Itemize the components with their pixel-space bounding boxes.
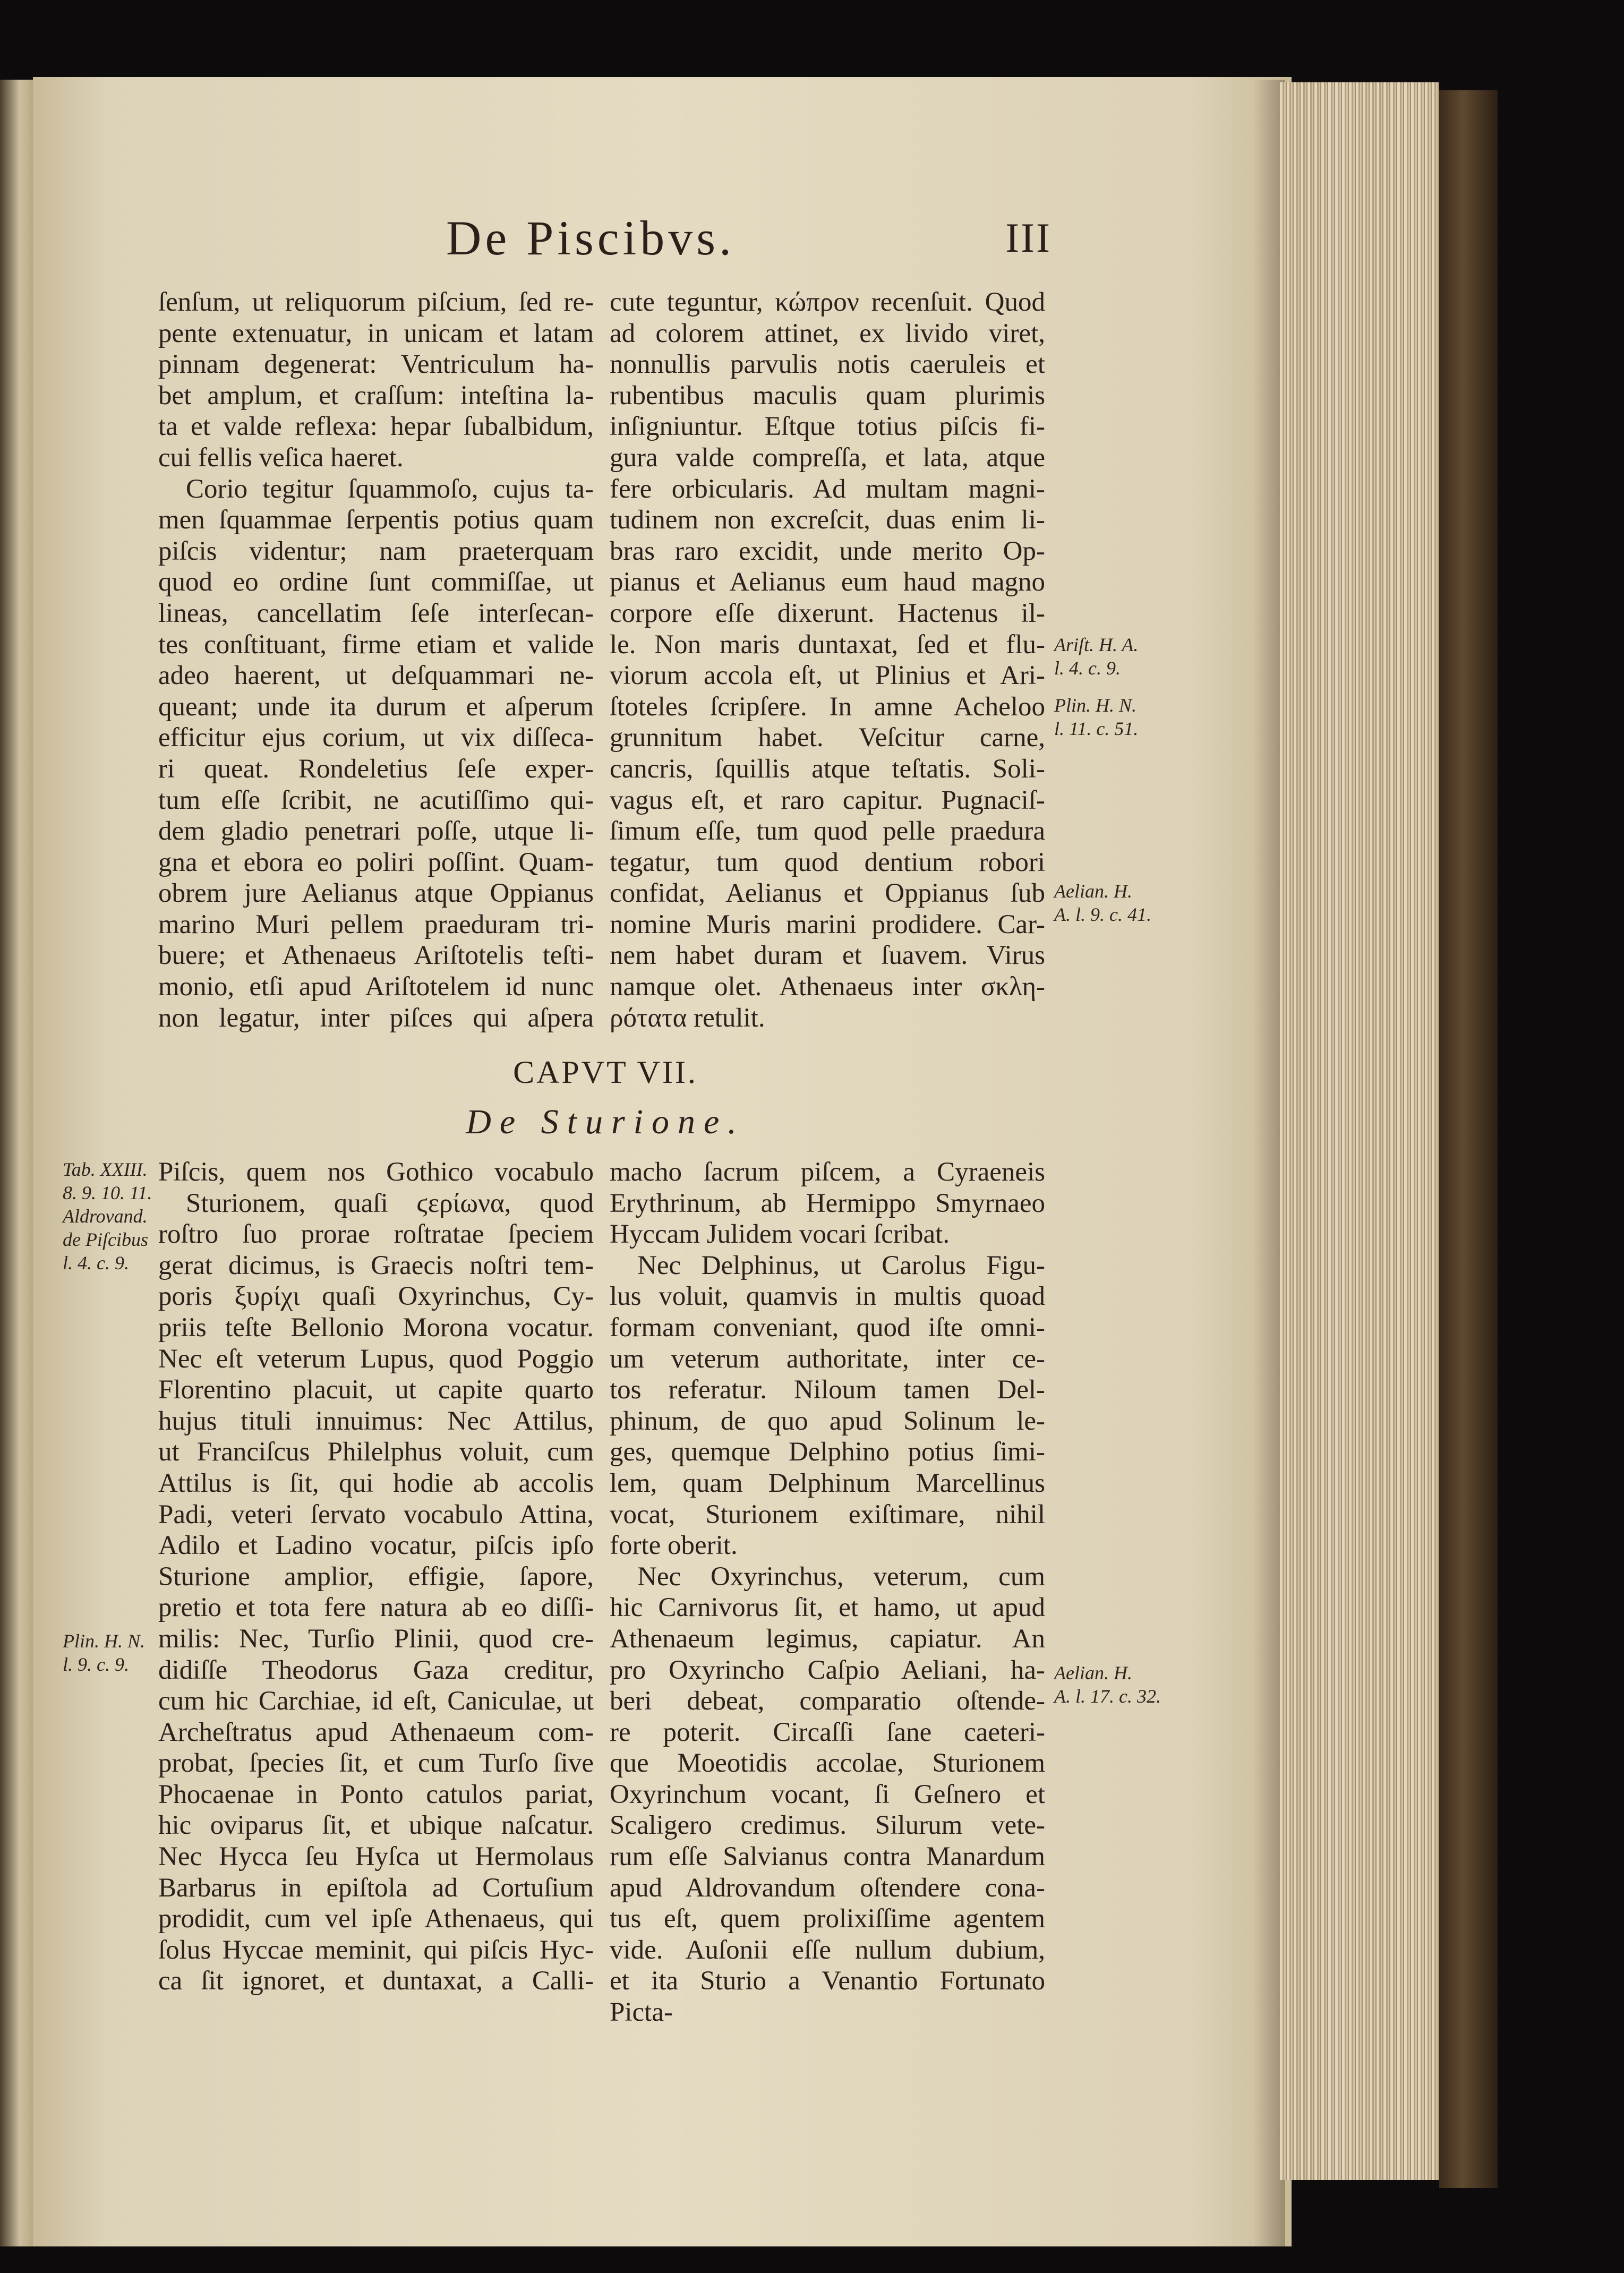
text-line: apud Aldrovandum oſtendere cona- — [610, 1873, 1045, 1903]
text-line: Archeſtratus apud Athenaeum com- — [158, 1717, 594, 1747]
text-line: vide. Auſonii eſſe nullum dubium, — [610, 1935, 1045, 1965]
text-line: Scaligero credimus. Silurum vete- — [610, 1810, 1045, 1841]
column-2-top — [610, 287, 1045, 1033]
text-line: Padi, veteri ſervato vocabulo Attina, — [158, 1499, 594, 1529]
text-line: gna et ebora eo poliri poſſint. Quam- — [158, 847, 594, 877]
text-line: le. Non maris duntaxat, ſed et flu- — [610, 629, 1045, 660]
text-line: ſolus Hyccae meminit, qui piſcis Hyc- — [158, 1935, 594, 1965]
text-line: ſimum eſſe, tum quod pelle praedura — [610, 816, 1045, 847]
text-line: roſtro ſuo prorae roſtratae ſpeciem — [158, 1219, 594, 1250]
text-line: queant; unde ita durum et aſperum — [158, 691, 594, 722]
text-line: priis teſte Bellonio Morona vocatur. — [158, 1312, 594, 1343]
text-line: Phocaenae in Ponto catulos pariat, — [158, 1779, 594, 1809]
text-line: re poterit. Circaſſi ſane caeteri- — [610, 1717, 1045, 1747]
text-line: que Moeotidis accolae, Sturionem — [610, 1748, 1045, 1779]
column-2-bottom — [610, 1157, 1045, 2028]
text-line: ad colorem attinet, ex livido viret, — [610, 318, 1045, 348]
margin-note-line: Plin. H. N. — [1054, 695, 1137, 716]
text-line: confidat, Aelianus et Oppianus ſub — [610, 878, 1045, 909]
text-line: tegatur, tum quod dentium robori — [610, 847, 1045, 877]
text-line: forte oberit. — [610, 1531, 738, 1561]
text-line: lem, quam Delphinum Marcellinus — [610, 1468, 1045, 1498]
previous-page-edge — [0, 80, 33, 2246]
text-line: nem habet duram et ſuavem. Virus — [610, 941, 1045, 971]
text-line: ſtoteles ſcripſere. In amne Acheloo — [610, 691, 1045, 722]
text-line: rum eſſe Salvianus contra Manardum — [610, 1842, 1045, 1872]
text-line: viorum accola eſt, ut Plinius et Ari- — [610, 661, 1045, 691]
running-header — [159, 210, 1052, 268]
text-line: quod eo ordine ſunt commiſſae, ut — [158, 567, 594, 597]
text-line: bet amplum, et craſſum: inteſtina la- — [158, 380, 594, 411]
text-line: Corio tegitur ſquammoſo, cujus ta- — [186, 474, 594, 504]
text-line: ca ſit ignoret, et duntaxat, a Calli- — [158, 1966, 594, 1996]
text-line: Nec Delphinus, ut Carolus Figu- — [637, 1250, 1045, 1280]
text-line: pinnam degenerat: Ventriculum ha- — [158, 349, 594, 380]
text-line: men ſquammae ſerpentis potius quam — [158, 505, 594, 535]
text-line: ſenſum, ut reliquorum piſcium, ſed re- — [158, 287, 594, 317]
text-line: Athenaeum legimus, capiatur. An — [610, 1623, 1045, 1654]
text-line: Nec Oxyrinchus, veterum, cum — [637, 1561, 1045, 1592]
margin-note-right — [1054, 633, 1138, 680]
text-line: Florentino placuit, ut capite quarto — [158, 1375, 594, 1405]
margin-note-line: A. l. 9. c. 41. — [1054, 904, 1151, 925]
text-line: pianus et Aelianus eum haud magno — [610, 567, 1045, 597]
text-line: Oxyrinchum vocant, ſi Geſnero et — [610, 1779, 1045, 1809]
text-line: lineas, cancellatim ſeſe interſecan- — [158, 598, 594, 628]
text-line: tudinem non excreſcit, duas enim li- — [610, 505, 1045, 535]
margin-note-left — [63, 1629, 145, 1676]
margin-note-line: A. l. 17. c. 32. — [1054, 1686, 1161, 1707]
text-line: vocat, Sturionem exiſtimare, nihil — [610, 1499, 1045, 1529]
text-line: fere orbicularis. Ad multam magni- — [610, 474, 1045, 504]
text-line: piſcis videntur; nam praeterquam — [158, 536, 594, 566]
text-line: Attilus is ſit, qui hodie ab accolis — [158, 1468, 594, 1498]
column-1-top — [158, 287, 594, 1033]
chapter-subtitle: De Sturione. — [466, 1103, 745, 1141]
text-line: cancris, ſquillis atque teſtatis. Soli- — [610, 754, 1045, 784]
text-line: bras raro excidit, unde merito Op- — [610, 536, 1045, 566]
column-1-bottom — [158, 1157, 594, 1997]
text-line: Adilo et Ladino vocatur, piſcis ipſo — [158, 1531, 594, 1561]
text-line: rubentibus maculis quam plurimis — [610, 380, 1045, 411]
text-line: tus eſt, quem prolixiſſime agentem — [610, 1904, 1045, 1934]
margin-note-right — [1054, 694, 1138, 740]
page-edges — [1280, 82, 1439, 2180]
text-line: poris ξυρίχι quaſi Oxyrinchus, Cy- — [158, 1281, 594, 1312]
text-line: cum hic Carchiae, id eſt, Caniculae, ut — [158, 1686, 594, 1716]
text-line: grunnitum habet. Veſcitur carne, — [610, 723, 1045, 753]
margin-note-line: Aelian. H. — [1054, 881, 1132, 902]
text-line: hic Carnivorus ſit, et hamo, ut apud — [610, 1593, 1045, 1623]
text-line: Sturione amplior, effigie, ſapore, — [158, 1561, 594, 1592]
margin-note-right — [1054, 879, 1151, 926]
text-line: cui fellis veſica haeret. — [158, 442, 404, 473]
text-line: Barbarus in epiſtola ad Cortuſium — [158, 1873, 594, 1903]
text-line: ges, quemque Delphino potius ſimi- — [610, 1437, 1045, 1467]
text-line: Sturionem, quaſi ϛερίωνα, quod — [186, 1188, 594, 1218]
text-line: adeo haerent, ut deſquammari ne- — [158, 661, 594, 691]
page-number: III — [1005, 215, 1052, 261]
margin-note-left — [63, 1158, 152, 1275]
text-line: pro Oxyrincho Caſpio Aeliani, ha- — [610, 1655, 1045, 1685]
text-line: prodidit, cum vel ipſe Athenaeus, qui — [158, 1904, 594, 1934]
text-line: inſigniuntur. Eſtque totius piſcis fi- — [610, 412, 1045, 442]
text-line: nomine Muris marini prodidere. Car- — [610, 909, 1045, 939]
text-line: gura valde compreſſa, et lata, atque — [610, 442, 1045, 473]
text-line: et ita Sturio a Venantio Fortunato — [610, 1966, 1045, 1996]
text-line: Erythrinum, ab Hermippo Smyrnaeo — [610, 1188, 1045, 1218]
text-line: Nec eſt veterum Lupus, quod Poggio — [158, 1344, 594, 1374]
text-line: probat, ſpecies ſit, et cum Turſo ſive — [158, 1748, 594, 1779]
margin-note-line: Plin. H. N. — [63, 1630, 146, 1652]
text-line: vagus eſt, et raro capitur. Pugnaciſ- — [610, 785, 1045, 815]
margin-note-line: Ariſt. H. A. — [1054, 634, 1139, 655]
text-line: didiſſe Theodorus Gaza creditur, — [158, 1655, 594, 1685]
text-line: monio, etſi apud Ariſtotelem id nunc — [158, 972, 594, 1002]
text-line: tes conſtituant, firme etiam et valide — [158, 629, 594, 660]
text-line: lus voluit, quamvis in multis quoad — [610, 1281, 1045, 1312]
margin-note-line: Aldrovand. — [63, 1206, 148, 1227]
margin-note-line: l. 4. c. 9. — [1054, 657, 1121, 679]
text-line: hujus tituli innuimus: Nec Attilus, — [158, 1406, 594, 1436]
text-line: ut Franciſcus Philelphus voluit, cum — [158, 1437, 594, 1467]
text-line: formam conveniant, quod iſte omni- — [610, 1312, 1045, 1343]
running-title: De Piscibvs. — [446, 211, 735, 265]
text-line: namque olet. Athenaeus inter σκλη- — [610, 972, 1045, 1002]
margin-note-line: Aelian. H. — [1054, 1662, 1132, 1684]
text-line: marino Muri pellem praeduram tri- — [158, 909, 594, 939]
text-line: um veterum authoritate, inter ce- — [610, 1344, 1045, 1374]
text-line: Piſcis, quem nos Gothico vocabulo — [158, 1157, 594, 1187]
text-line: Nec Hycca ſeu Hyſca ut Hermolaus — [158, 1842, 594, 1872]
margin-note-right — [1054, 1661, 1161, 1708]
text-line: buere; et Athenaeus Ariſtotelis teſti- — [158, 941, 594, 971]
text-line: phinum, de quo apud Solinum le- — [610, 1406, 1045, 1436]
margin-note-line: de Piſcibus — [63, 1229, 148, 1250]
text-line: dem gladio penetrari poſſe, utque li- — [158, 816, 594, 847]
text-line: ρότατα retulit. — [610, 1003, 765, 1033]
text-line: pretio et tota fere natura ab eo diſſi- — [158, 1593, 594, 1623]
margin-note-line: l. 4. c. 9. — [63, 1252, 129, 1274]
text-line: Hyccam Julidem vocari ſcribat. — [610, 1219, 950, 1250]
text-line: efficitur ejus corium, ut vix diſſeca- — [158, 723, 594, 753]
text-line: tos referatur. Niloum tamen Del- — [610, 1375, 1045, 1405]
text-line: nonnullis parvulis notis caeruleis et — [610, 349, 1045, 380]
text-line: macho ſacrum piſcem, a Cyraeneis — [610, 1157, 1045, 1187]
text-line: ri queat. Rondeletius ſeſe exper- — [158, 754, 594, 784]
margin-note-line: l. 9. c. 9. — [63, 1654, 129, 1675]
text-line: Picta- — [610, 1997, 673, 2028]
text-line: non legatur, inter piſces qui aſpera — [158, 1003, 594, 1033]
book-cover-board — [1439, 90, 1498, 2188]
text-line: obrem jure Aelianus atque Oppianus — [158, 878, 594, 909]
text-line: tum eſſe ſcribit, ne acutiſſimo qui- — [158, 785, 594, 815]
chapter-heading: CAPVT VII. — [513, 1055, 698, 1090]
text-line: hic oviparus ſit, et ubique naſcatur. — [158, 1810, 594, 1841]
text-line: gerat dicimus, is Graecis noſtri tem- — [158, 1250, 594, 1280]
margin-note-line: 8. 9. 10. 11. — [63, 1182, 152, 1203]
text-line: ta et valde reflexa: hepar ſubalbidum, — [158, 412, 594, 442]
text-line: corpore eſſe dixerunt. Hactenus il- — [610, 598, 1045, 628]
margin-note-line: Tab. XXIII. — [63, 1159, 148, 1180]
text-line: cute teguntur, κώπρον recenſuit. Quod — [610, 287, 1045, 317]
text-line: pente extenuatur, in unicam et latam — [158, 318, 594, 348]
text-line: beri debeat, comparatio oſtende- — [610, 1686, 1045, 1716]
text-line: milis: Nec, Turſio Plinii, quod cre- — [158, 1623, 594, 1654]
margin-note-line: l. 11. c. 51. — [1054, 718, 1139, 739]
